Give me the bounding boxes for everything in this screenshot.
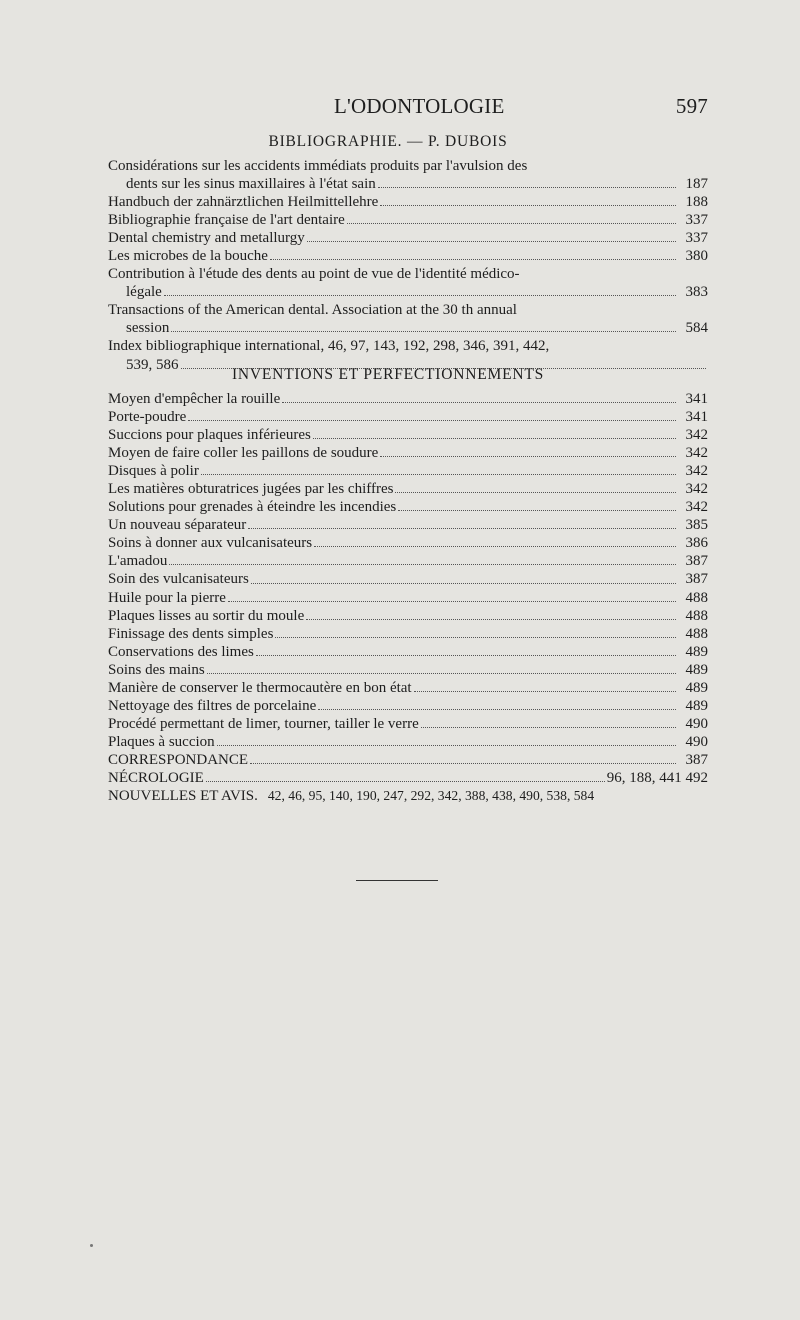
entry-page: 489 [685,697,708,714]
entry-text: Disques à polir [108,463,199,480]
entry-page: 341 [685,391,708,407]
nouvelles-pages: 42, 46, 95, 140, 190, 247, 292, 342, 388, 438, 490, 538, 584 [267,788,595,804]
dot-leader [347,223,676,224]
entry-text: Soins à donner aux vulcanisateurs [108,535,313,552]
bibliographie-entry [108,301,708,319]
entry-page: 385 [685,517,708,534]
dot-leader [318,709,676,710]
dot-leader [270,259,676,260]
bibliographie-entry [108,211,708,229]
dot-leader [380,456,676,457]
entry-text: session [126,320,170,337]
dot-leader [314,546,676,547]
entry-page: 342 [685,427,708,444]
dot-leader [207,673,676,674]
bibliographie-entry [108,229,708,247]
invention-entry [108,643,708,661]
entry-page: 387 [685,571,708,588]
dot-leader [380,205,676,206]
inventions-list [108,390,708,805]
invention-entry [108,426,708,444]
bibliographie-entry [108,193,708,211]
entry-text: Les matières obturatrices jugées par les chiffres [108,481,394,498]
invention-entry [108,408,708,426]
entry-text: Nettoyage des filtres de porcelaine [108,697,317,714]
invention-entry [108,462,708,480]
entry-text: Succions pour plaques inférieures [108,427,311,444]
entry-page: 341 [685,409,708,426]
entry-text: Index bibliographique international, 46, 97, 143, 192, 298, 346, 391, 442, [108,338,550,355]
entry-page: 489 [685,679,708,696]
bibliographie-heading: BIBLIOGRAPHIE. — P. DUBOIS [268,133,508,150]
bibliographie-entry [108,247,708,265]
entry-page: 342 [685,463,708,480]
entry-text: Moyen d'empêcher la rouille [108,391,281,407]
dot-leader [248,528,676,529]
dot-leader [378,187,676,188]
entry-page: 383 [685,284,708,301]
bibliographie-entry [108,337,708,355]
invention-entry [108,751,708,769]
invention-entry [108,589,708,607]
invention-entry [108,480,708,498]
journal-title: L'ODONTOLOGIE [334,94,505,118]
entry-page: 488 [685,589,708,606]
entry-text: L'amadou [108,553,168,570]
entry-page: 342 [685,481,708,498]
entry-page: 490 [685,733,708,750]
entry-text: Plaques à succion [108,733,215,750]
nouvelles-label: NOUVELLES ET AVIS. [108,788,258,805]
invention-entry [108,498,708,516]
bibliographie-entry [108,157,708,175]
dot-leader [206,781,605,782]
dot-leader [164,295,676,296]
entry-page: 386 [685,535,708,552]
entry-text: Solutions pour grenades à éteindre les incendies [108,499,397,516]
entry-text: Moyen de faire coller les paillons de soudure [108,445,379,462]
dot-leader [201,474,676,475]
nouvelles-entry [108,787,708,805]
entry-page: 96, 188, 441 492 [606,769,708,786]
entry-page: 488 [685,625,708,642]
dot-leader [171,331,676,332]
paper-speck [90,1244,93,1247]
invention-entry [108,390,708,408]
invention-entry [108,552,708,570]
invention-entry [108,534,708,552]
dot-leader [275,637,676,638]
dot-leader [250,763,676,764]
bibliographie-entry [108,265,708,283]
entry-page: 489 [685,661,708,678]
entry-text: CORRESPONDANCE [108,751,249,768]
entry-page: 380 [685,248,708,265]
entry-text: Dental chemistry and metallurgy [108,230,305,247]
dot-leader [217,745,676,746]
entry-text: Transactions of the American dental. Association at the 30 th annual [108,302,517,319]
entry-page: 387 [685,553,708,570]
end-rule [356,880,438,881]
entry-text: 539, 586 [126,356,179,373]
inventions-heading: INVENTIONS ET PERFECTIONNEMENTS [231,366,545,383]
entry-text: Contribution à l'étude des dents au point de vue de l'identité médico- [108,266,520,283]
dot-leader [228,601,676,602]
invention-entry [108,733,708,751]
entry-text: Porte-poudre [108,409,187,426]
entry-text: Huile pour la pierre [108,589,226,606]
invention-entry [108,715,708,733]
entry-page: 187 [685,176,708,193]
invention-entry [108,769,708,787]
bibliographie-list [108,157,708,374]
entry-page: 337 [685,212,708,229]
invention-entry [108,679,708,697]
dot-leader [398,510,676,511]
entry-text: Finissage des dents simples [108,625,274,642]
bibliographie-entry [108,319,708,337]
page-number: 597 [675,94,708,118]
invention-entry [108,697,708,715]
entry-page: 188 [685,194,708,211]
entry-text: Un nouveau séparateur [108,517,247,534]
invention-entry [108,570,708,588]
bibliographie-entry [108,283,708,301]
invention-entry [108,607,708,625]
entry-page: 490 [685,715,708,732]
dot-leader [306,619,676,620]
entry-text: Conservations des limes [108,643,254,660]
dot-leader [256,655,676,656]
entry-text: Procédé permettant de limer, tourner, tailler le verre [108,715,419,732]
dot-leader [251,583,676,584]
entry-page: 337 [685,230,708,247]
dot-leader [169,564,676,565]
entry-text: Plaques lisses au sortir du moule [108,607,305,624]
entry-text: Bibliographie française de l'art dentaire [108,212,345,229]
entry-page: 489 [685,643,708,660]
entry-text: dents sur les sinus maxillaires à l'état sain [126,176,376,193]
dot-leader [395,492,676,493]
bibliographie-entry [108,175,708,193]
entry-page: 342 [685,445,708,462]
entry-text: Soin des vulcanisateurs [108,571,249,588]
dot-leader [188,420,676,421]
entry-text: légale [126,284,162,301]
entry-page: 342 [685,499,708,516]
entry-text: Considérations sur les accidents immédiats produits par l'avulsion des [108,158,528,174]
invention-entry [108,516,708,534]
entry-text: Soins des mains [108,661,205,678]
entry-text: Handbuch der zahnärztlichen Heilmittellehre [108,194,379,211]
entry-text: Manière de conserver le thermocautère en bon état [108,679,412,696]
dot-leader [414,691,676,692]
entry-text: NÉCROLOGIE [108,769,204,786]
invention-entry [108,444,708,462]
dot-leader [282,402,676,403]
invention-entry [108,625,708,643]
dot-leader [421,727,676,728]
dot-leader [307,241,676,242]
invention-entry [108,661,708,679]
entry-page: 584 [685,320,708,337]
entry-page: 488 [685,607,708,624]
entry-page: 387 [685,751,708,768]
entry-text: Les microbes de la bouche [108,248,268,265]
dot-leader [313,438,676,439]
